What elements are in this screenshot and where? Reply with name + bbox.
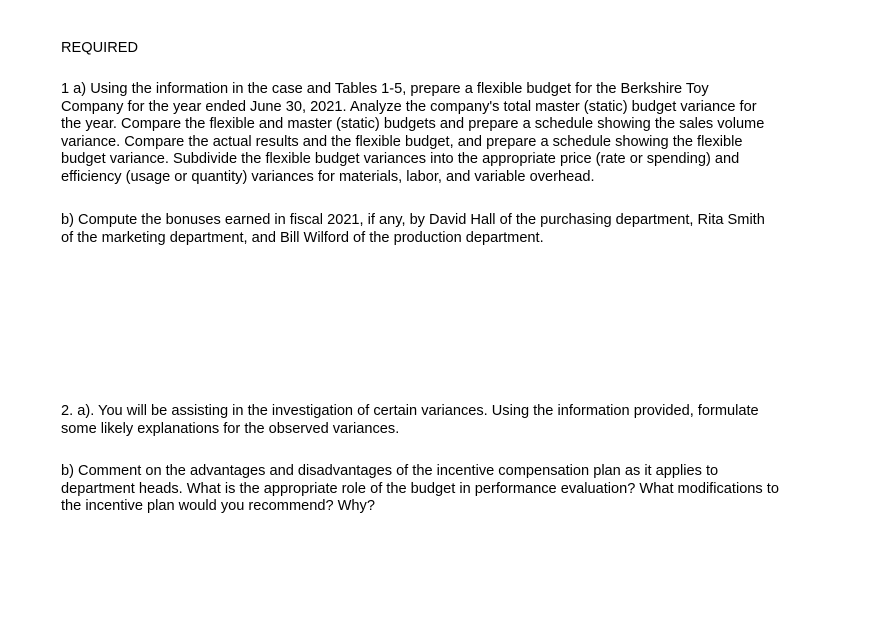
text-line: the incentive plan would you recommend? Why? [61, 498, 375, 514]
question-1b-paragraph [61, 212, 851, 247]
text-line: budget variance. Subdivide the flexible budget variances into the appropriate price (rate or spending) and [61, 151, 740, 167]
text-line: b) Compute the bonuses earned in fiscal 2021, if any, by David Hall of the purchasing department, Rita Smith [61, 212, 765, 228]
text-line: 1 a) Using the information in the case and Tables 1-5, prepare a flexible budget for the Berkshire Toy [61, 81, 709, 97]
text-line: variance. Compare the actual results and the flexible budget, and prepare a schedule showing the flexible [61, 133, 743, 150]
text-line: Company for the year ended June 30, 2021. Analyze the company's total master (static) budget variance for [61, 98, 757, 115]
text-line: the year. Compare the flexible and master (static) budgets and prepare a schedule showing the sales volume [61, 116, 765, 132]
text-line: some likely explanations for the observed variances. [61, 420, 400, 437]
text-line: b) Comment on the advantages and disadvantages of the incentive compensation plan as it applies to [61, 463, 719, 479]
document-heading: REQUIRED [61, 40, 139, 56]
text-line: efficiency (usage or quantity) variances for materials, labor, and variable overhead. [61, 168, 595, 185]
question-2a-paragraph [61, 403, 851, 438]
text-line: of the marketing department, and Bill Wilford of the production department. [61, 229, 544, 246]
text-line: 2. a). You will be assisting in the investigation of certain variances. Using the information provided, formulate [61, 403, 759, 419]
question-2b-paragraph [61, 463, 851, 516]
text-line: department heads. What is the appropriate role of the budget in performance evaluation? What modifications to [61, 480, 779, 497]
question-1a-paragraph [61, 81, 851, 186]
